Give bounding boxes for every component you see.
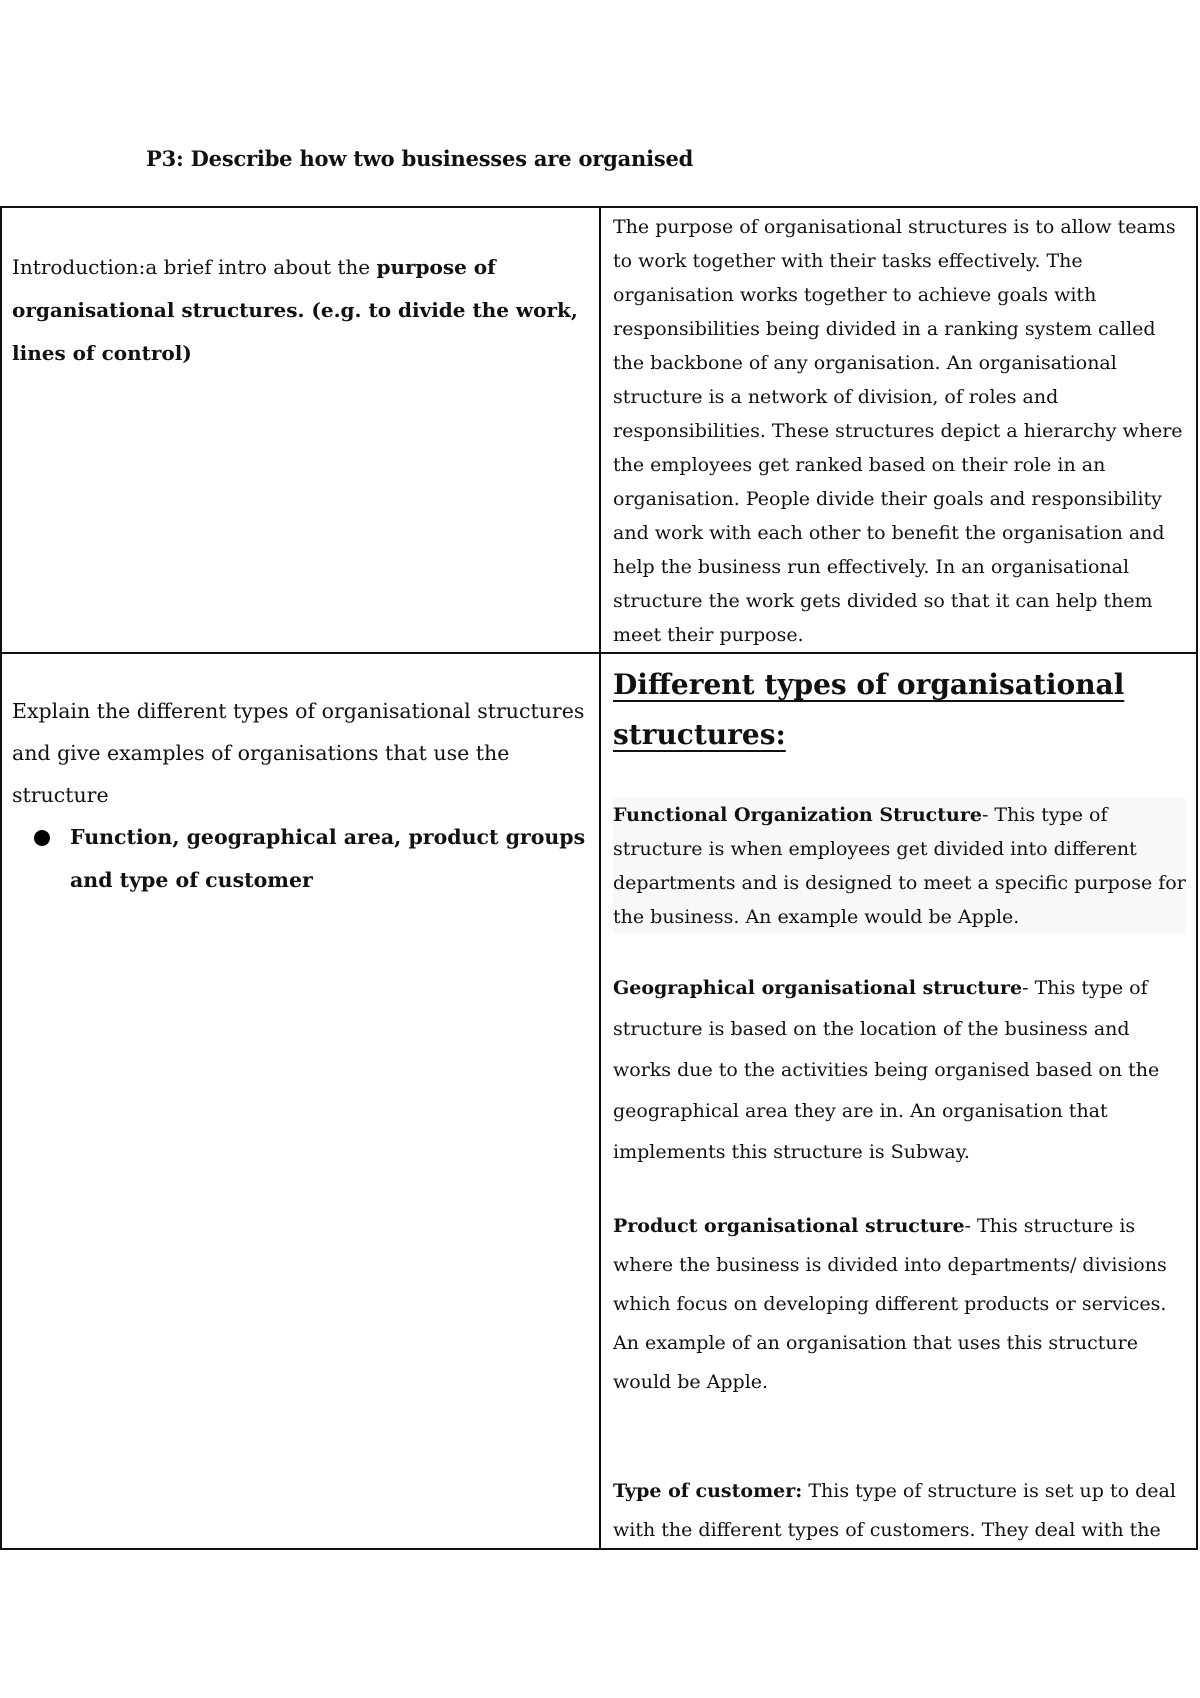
types-answer [601, 654, 1196, 1548]
page-title: P3: Describe how two businesses are organised [146, 146, 694, 171]
intro-prompt-prefix: Introduction:a brief intro about the [12, 255, 377, 279]
intro-prompt-cell [1, 207, 600, 653]
types-prompt [2, 654, 599, 902]
intro-prompt [2, 208, 599, 375]
structure-description: - This type of structure is when employees get divided into different departments and is designed to meet a specific purpose for the business. An example would be Apple. [613, 804, 1186, 928]
functional-structure-paragraph [613, 798, 1186, 934]
types-prompt-cell [1, 653, 600, 1549]
list-item [70, 816, 589, 902]
customer-structure-paragraph [613, 1472, 1186, 1548]
bullet-dot-icon [34, 830, 50, 846]
types-answer-cell [600, 653, 1197, 1549]
intro-answer-cell [600, 207, 1197, 653]
structure-term: Functional Organization Structure [613, 804, 982, 826]
structure-term: Type of customer: [613, 1480, 803, 1502]
intro-prompt-bold: purpose of organisational structures. (e.g. to divide the work, lines of control) [12, 255, 578, 365]
structure-term: Geographical organisational structure [613, 977, 1023, 999]
table-row [1, 653, 1197, 1549]
assignment-table [0, 206, 1198, 1550]
section-heading: Different types of organisational structures: [613, 668, 1125, 751]
structure-description: - This type of structure is based on the location of the business and works due to the activities being organised based on the geographical area they are in. An organisation that implements this structure is Subway. [613, 977, 1160, 1163]
structure-description: - This structure is where the business is divided into departments/ divisions which focus on developing different products or services. An example of an organisation that uses this structure would be Apple. [613, 1215, 1167, 1393]
intro-answer-text: The purpose of organisational structures is to allow teams to work together with their tasks effectively. The organisation works together to achieve goals with responsibilities being divided in a ranking system called the backbone of any organisation. An organisational structure is a network of division, of roles and responsibilities. These structures depict a hierarchy where the employees get ranked based on their role in an organisation. People divide their goals and responsibility and work with each other to benefit the organisation and help the business run effectively. In an organisational structure the work gets divided so that it can help them meet their purpose. [613, 216, 1183, 646]
types-prompt-text: Explain the different types of organisational structures and give examples of organisations that use the structure [12, 699, 585, 807]
geographical-structure-paragraph [613, 968, 1186, 1173]
types-bullet-list [12, 816, 589, 902]
table-row [1, 207, 1197, 653]
product-structure-paragraph [613, 1207, 1186, 1402]
bullet-text: Function, geographical area, product groups and type of customer [70, 825, 586, 892]
structure-description: This type of structure is set up to deal with the different types of customers. They deal with the [613, 1480, 1176, 1541]
structure-term: Product organisational structure [613, 1215, 965, 1237]
